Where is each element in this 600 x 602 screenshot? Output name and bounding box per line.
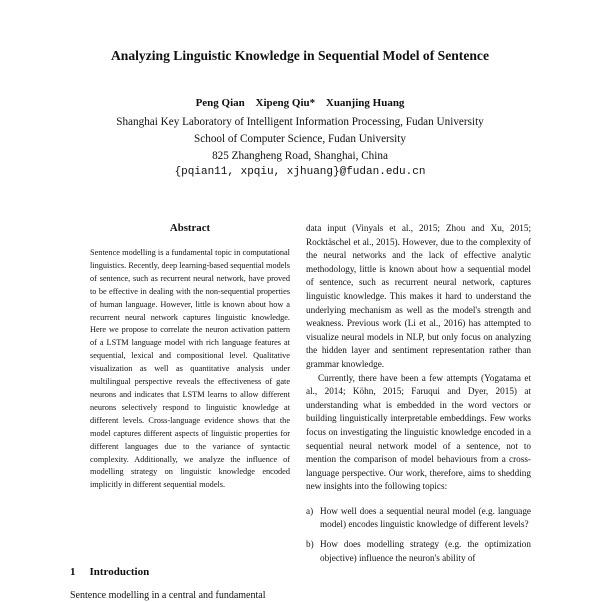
body-paragraph: data input (Vinyals et al., 2015; Zhou and Xu, 2015; Rocktäschel et al., 2015). However, due to the complexity of the neural networks and the lack of effective analytic methodology, little is known about how a sequential model of sentence, such as recurrent neural network, captures linguistic knowledge. This makes it hard to understand the underlying mechanism as well as the model's strength and weakness. Previous work (Li et al., 2016) has attempted to visualize neural models in NLP, but only focus on analyzing the hidden layer and sentiment representation rather than grammar knowledge. [306,223,531,369]
author-name: Xipeng Qiu* [255,97,316,109]
list-marker: b) [306,539,314,550]
list-marker: a) [306,505,314,516]
author-name: Peng Qian [195,97,245,109]
intro-first-line: Sentence modelling in a central and fundamental [70,590,266,601]
author-name: Xuanjing Huang [325,97,405,109]
research-questions-list [306,505,531,565]
list-item-text: How does modelling strategy (e.g. the optimization objective) influence the neuron's ability of [320,539,531,563]
list-item-text: How well does a sequential neural model (e.g. language model) encodes linguistic knowledge of different levels? [320,505,531,530]
section-number: 1 [70,566,76,578]
paper-title: Analyzing Linguistic Knowledge in Sequential Model of Sentence [110,48,489,63]
affiliation-address: 825 Zhangheng Road, Shanghai, China [212,150,388,162]
list-item [306,538,531,565]
author-emails[interactable]: {pqian11, xpqiu, xjhuang}@fudan.edu.cn [174,166,426,178]
abstract-body: Sentence modelling is a fundamental topic in computational linguistics. Recently, deep learning-based sequential models of sentence, such as recurrent neural network, have proved to be effective in dealing with the non-sequential properties of human language. However, little is known about how a recurrent neural network captures linguistic knowledge. Here we propose to correlate the neuron activation pattern of a LSTM language model with rich language features at sequential, lexical and compositional level. Qualitative visualization as well as quantitative analysis under multilingual perspective reveals the effectiveness of gate neurons and indicates that LSTM learns to allow different neurons selectively respond to linguistic knowledge at different levels. Cross-language evidence shows that the model captures different aspects of linguistic properties for different languages due to the variance of syntactic complexity. Additionally, we analyze the influence of modelling strategy on linguistic knowledge encoded implicitly in different sequential models. [90,248,290,490]
list-item [306,505,531,532]
affiliation-line: School of Computer Science, Fudan University [194,133,406,145]
right-column [306,222,531,571]
section-heading-introduction [70,566,290,578]
author-list [0,97,600,109]
abstract-heading: Abstract [169,222,211,234]
section-title: Introduction [89,566,150,578]
body-paragraph: Currently, there have been a few attempts (Yogatama et al., 2014; Köhn, 2015; Faruqui and Dyer, 2015) at understanding what is embedded in the word vectors or building linguistically interpretable embeddings. Few works focus on investigating the linguistic knowledge encoded in a sequential neural network model of a sentence, not to mention the comparison of model behaviours from a cross-language perspective. Our work, therefore, aims to shedding new insights into the following topics: [306,372,531,492]
affiliation-line: Shanghai Key Laboratory of Intelligent Information Processing, Fudan University [116,116,484,128]
